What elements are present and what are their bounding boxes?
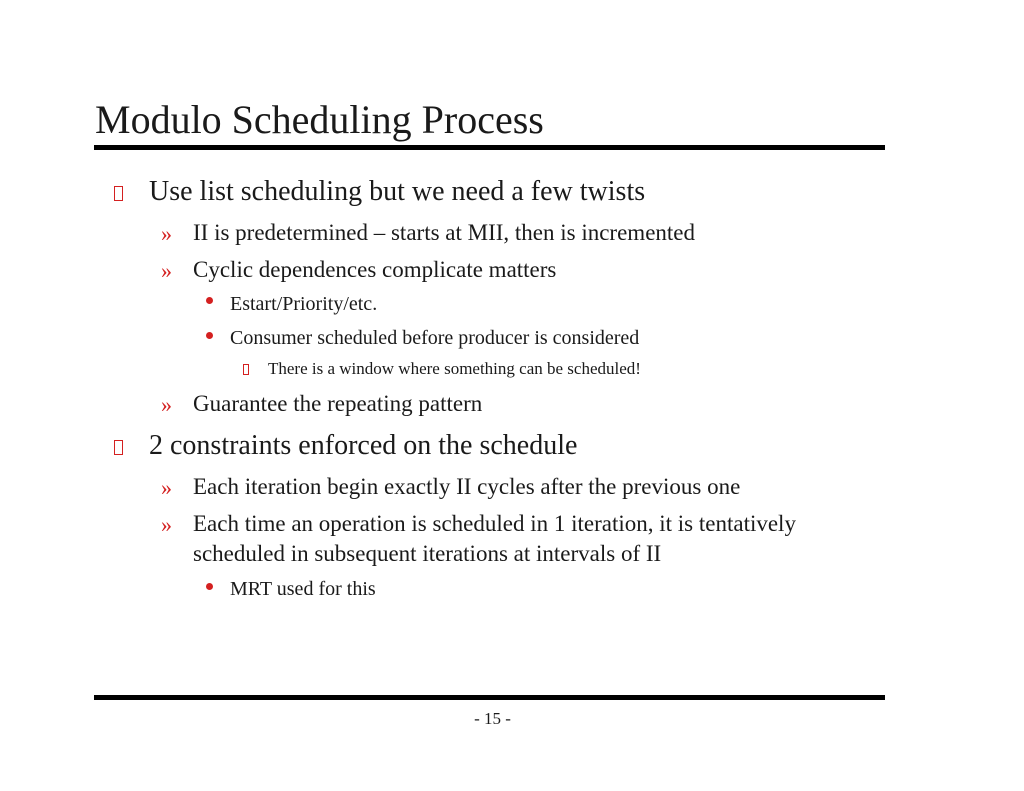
bullet-level2-text: Each time an operation is scheduled in 1 iteration, it is tentatively: [193, 511, 796, 536]
bullet-level1-text: Use list scheduling but we need a few twists: [149, 176, 646, 207]
title-divider: [94, 145, 885, 150]
bullet-level3-text: MRT used for this: [230, 578, 376, 600]
bullet-level1-text: 2 constraints enforced on the schedule: [149, 430, 578, 461]
guillemet-bullet-icon: »: [161, 221, 172, 246]
guillemet-bullet-icon: »: [161, 392, 172, 417]
bullet-level2-text: Cyclic dependences complicate matters: [193, 257, 557, 282]
bullet-level2-continuation: scheduled in subsequent iterations at intervals of II: [193, 541, 662, 566]
bullet-level2-text: II is predetermined – starts at MII, then is incremented: [193, 220, 696, 245]
hollow-square-icon: [114, 186, 123, 201]
guillemet-bullet-icon: »: [161, 258, 172, 283]
page-number: - 15 -: [474, 709, 511, 728]
guillemet-bullet-icon: »: [161, 512, 172, 537]
footer-divider: [94, 695, 885, 700]
slide-title: Modulo Scheduling Process: [95, 97, 544, 142]
bullet-dot-icon: [206, 583, 213, 590]
bullet-level3-text: Consumer scheduled before producer is considered: [230, 327, 640, 349]
hollow-square-icon: [243, 364, 249, 375]
hollow-square-icon: [114, 440, 123, 455]
bullet-dot-icon: [206, 332, 213, 339]
guillemet-bullet-icon: »: [161, 475, 172, 500]
bullet-level2-text: Each iteration begin exactly II cycles after the previous one: [193, 474, 741, 499]
bullet-dot-icon: [206, 297, 213, 304]
bullet-level2-text: Guarantee the repeating pattern: [193, 391, 483, 416]
bullet-level4-text: There is a window where something can be scheduled!: [268, 359, 641, 378]
bullet-level3-text: Estart/Priority/etc.: [230, 293, 378, 315]
